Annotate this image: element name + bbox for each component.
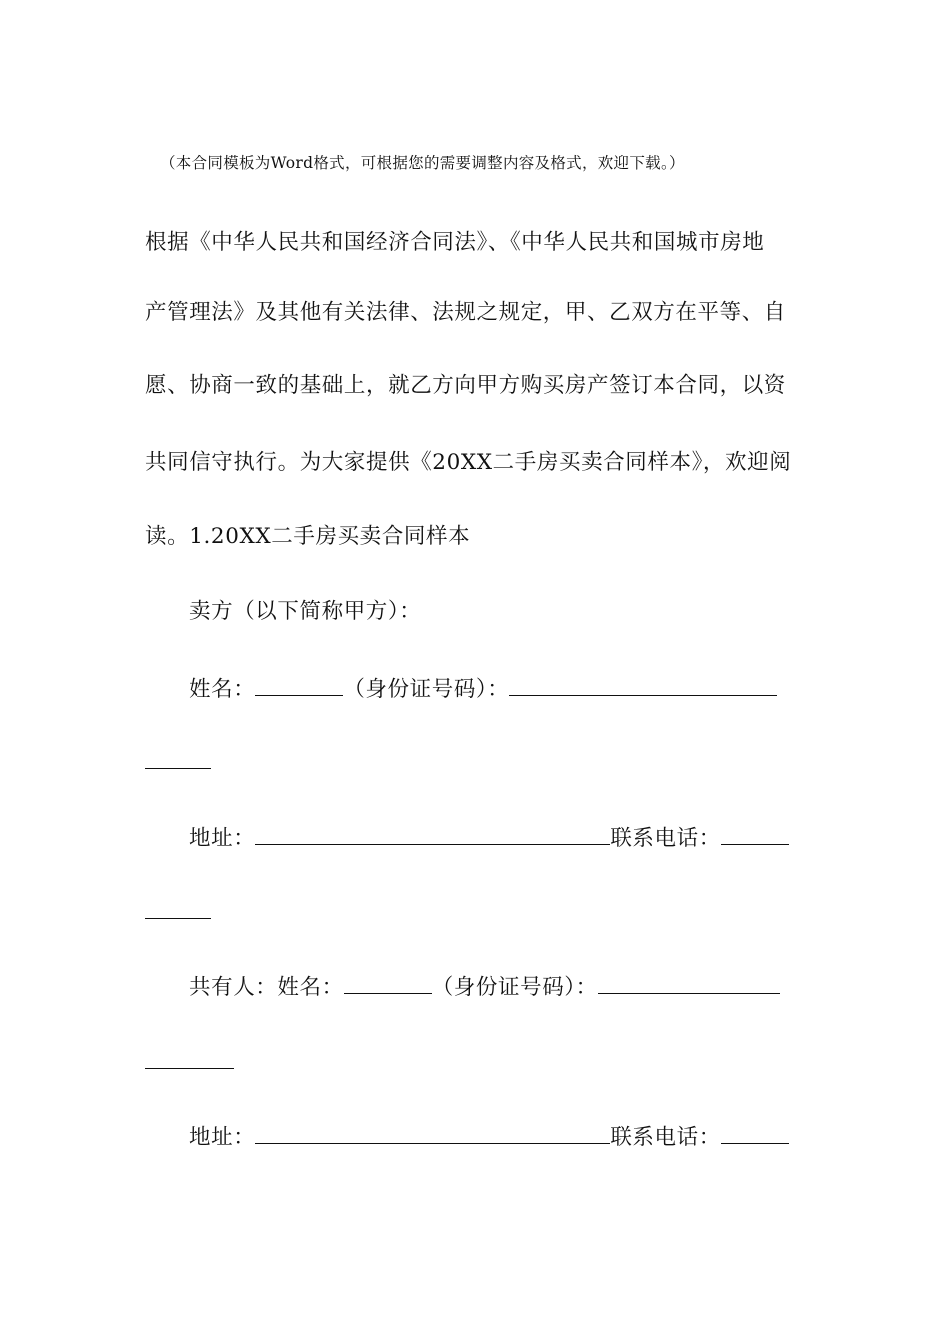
seller-id-blank-continued[interactable] (145, 768, 211, 769)
co-owner-phone-blank[interactable] (721, 1121, 789, 1144)
intro-line-2: 产管理法》及其他有关法律、法规之规定，甲、乙双方在平等、自 (145, 300, 786, 325)
co-owner-id-blank-continued[interactable] (145, 1068, 234, 1069)
seller-name-blank[interactable] (255, 673, 343, 696)
intro-line-3: 愿、协商一致的基础上，就乙方向甲方购买房产签订本合同，以资 (145, 373, 786, 398)
co-owner-address-label: 地址： (189, 1125, 256, 1150)
name-label: 姓名： (189, 677, 256, 702)
co-owner-name-blank[interactable] (344, 971, 432, 994)
seller-phone-blank-continued[interactable] (145, 918, 211, 919)
co-owner-id-label: （身份证号码）： (431, 975, 598, 1000)
intro-line-5: 读。1.20XX二手房买卖合同样本 (145, 524, 471, 549)
co-owner-phone-label: 联系电话： (610, 1125, 721, 1150)
seller-id-blank[interactable] (509, 673, 777, 696)
seller-heading: 卖方（以下简称甲方）： (189, 599, 422, 624)
co-owner-id-blank[interactable] (598, 971, 780, 994)
seller-address-blank[interactable] (255, 822, 610, 845)
seller-address-row (189, 822, 789, 854)
phone-label: 联系电话： (610, 826, 721, 851)
co-owner-address-blank[interactable] (255, 1121, 610, 1144)
seller-phone-blank[interactable] (721, 822, 789, 845)
intro-line-4: 共同信守执行。为大家提供《20XX二手房买卖合同样本》，欢迎阅 (145, 450, 792, 475)
co-owner-row (189, 971, 780, 1003)
template-note: （本合同模板为Word格式，可根据您的需要调整内容及格式，欢迎下载。） (160, 154, 685, 172)
co-owner-label: 共有人：姓名： (189, 975, 344, 1000)
co-owner-address-row (189, 1121, 789, 1153)
seller-name-row (189, 673, 777, 705)
intro-line-1: 根据《中华人民共和国经济合同法》、《中华人民共和国城市房地 (145, 230, 765, 255)
id-label: （身份证号码）： (343, 677, 510, 702)
address-label: 地址： (189, 826, 256, 851)
